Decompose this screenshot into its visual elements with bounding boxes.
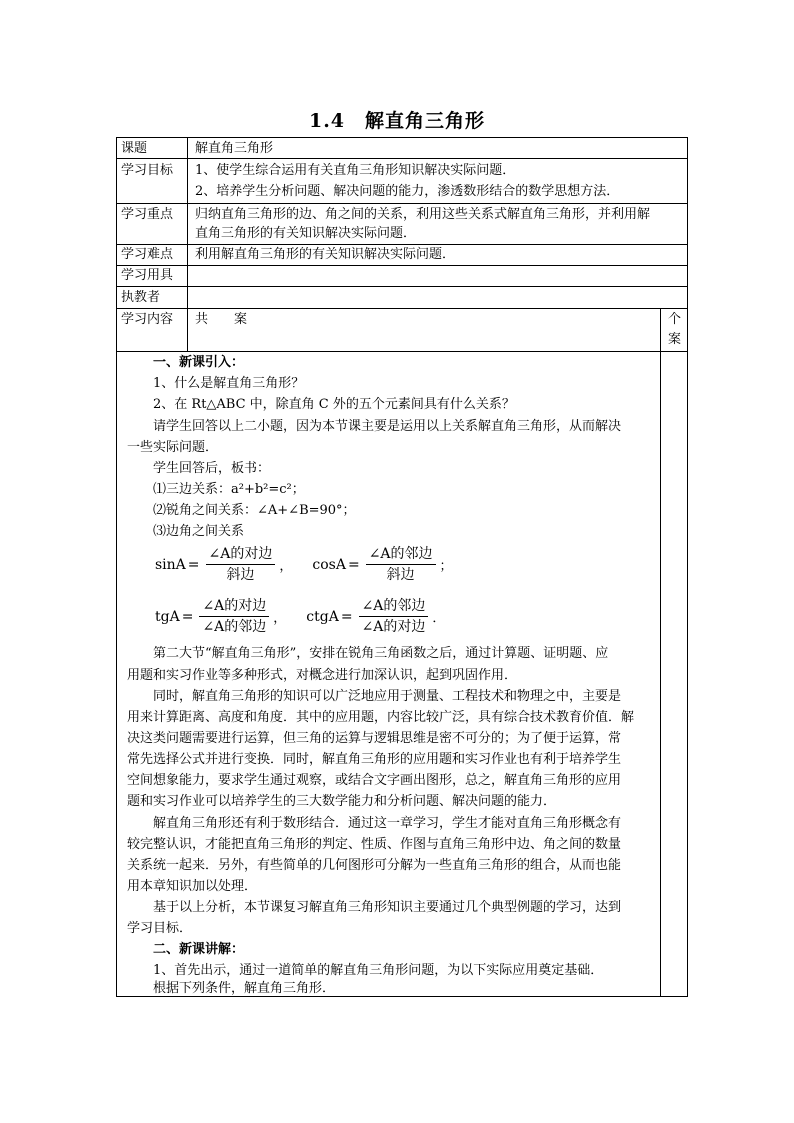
punctuation: ， xyxy=(279,559,293,574)
common-plan-label: 共 案 xyxy=(195,312,248,327)
denominator: ∠A的对边 xyxy=(361,619,426,635)
difficulty-label: 学习难点 xyxy=(121,247,174,262)
numerator: ∠A的对边 xyxy=(199,596,269,617)
ctg-label: ctgA xyxy=(306,608,339,625)
paragraph-line: 请学生回答以上二小题，因为本节课主要是运用以上关系解直角三角形，从而解决 xyxy=(153,419,622,434)
tools-label: 学习用具 xyxy=(121,268,174,283)
denominator: 斜边 xyxy=(386,567,415,583)
denominator: ∠A的邻边 xyxy=(202,619,267,635)
focus-label: 学习重点 xyxy=(121,207,174,222)
fraction xyxy=(199,596,269,637)
personal-plan-label: 案 xyxy=(668,332,682,347)
personal-plan-label: 个 xyxy=(668,312,682,327)
paragraph-line: 根据下列条件，解直角三角形． xyxy=(153,981,336,996)
formula-row-tg-ctg xyxy=(155,596,445,637)
tg-label: tgA xyxy=(155,608,180,625)
goals-label: 学习目标 xyxy=(121,163,174,178)
paragraph-line: 较完整认识，才能把直角三角形的判定、性质、作图与直角三角形中边、角之间的数量 xyxy=(127,837,622,852)
numerator: ∠A的对边 xyxy=(206,544,276,565)
section-heading: 二、新课讲解： xyxy=(153,942,245,957)
page-title: 1.4 解直角三角形 xyxy=(308,110,486,132)
relation-item: ⑶边角之间关系 xyxy=(153,524,245,539)
paragraph-line: 题和实习作业可以培养学生的三大数学能力和分析问题、解决问题的能力． xyxy=(127,794,557,809)
paragraph-line: 空间想象能力，要求学生通过观察，或结合文字画出图形，总之，解直角三角形的应用 xyxy=(127,773,622,788)
topic-value: 解直角三角形 xyxy=(195,141,274,156)
focus-text: 归纳直角三角形的边、角之间的关系，利用这些关系式解直角三角形，并利用解 xyxy=(195,207,651,222)
goal-item: 1、使学生综合运用有关直角三角形知识解决实际问题． xyxy=(195,163,516,178)
fraction xyxy=(206,544,276,585)
punctuation: ． xyxy=(432,611,446,626)
cos-label: cosA xyxy=(312,556,346,573)
content-label: 学习内容 xyxy=(121,312,174,327)
paragraph-line: 用本章知识加以处理． xyxy=(127,879,258,894)
section-heading: 一、新课引入： xyxy=(153,355,245,370)
paragraph-line: 同时，解直角三角形的知识可以广泛地应用于测量、工程技术和物理之中，主要是 xyxy=(153,689,622,704)
formula-row-sin-cos xyxy=(155,544,453,585)
paragraph-line: 基于以上分析，本节课复习解直角三角形知识主要通过几个典型例题的学习，达到 xyxy=(153,900,622,915)
paragraph-line: 解直角三角形还有利于数形结合．通过这一章学习，学生才能对直角三角形概念有 xyxy=(153,816,622,831)
numerator: ∠A的邻边 xyxy=(366,544,436,565)
paragraph-line: 学习目标． xyxy=(127,921,193,936)
paragraph-line: 1、首先出示，通过一道简单的解直角三角形问题，为以下实际应用奠定基础． xyxy=(153,963,604,978)
paragraph-line: 常先选择公式并进行变换．同时，解直角三角形的应用题和实习作业也有利于培养学生 xyxy=(127,752,622,767)
paragraph-line: 学生回答后，板书： xyxy=(153,461,271,476)
fraction xyxy=(366,544,436,585)
teacher-label: 执教者 xyxy=(121,290,161,305)
goal-item: 2、培养学生分析问题、解决问题的能力，渗透数形结合的数学思想方法． xyxy=(195,184,620,199)
equals-sign: = xyxy=(340,608,353,625)
question: 2、在 Rt△ABC 中，除直角 C 外的五个元素间具有什么关系？ xyxy=(153,397,515,412)
paragraph-line: 一些实际问题． xyxy=(127,440,219,455)
equals-sign: = xyxy=(181,608,194,625)
fraction xyxy=(359,596,429,637)
topic-label: 课题 xyxy=(121,141,148,156)
difficulty-text: 利用解直角三角形的有关知识解决实际问题． xyxy=(195,247,456,262)
paragraph-line: 关系统一起来．另外，有些简单的几何图形可分解为一些直角三角形的组合，从而也能 xyxy=(127,858,622,873)
numerator: ∠A的邻边 xyxy=(359,596,429,617)
paragraph-line: 用来计算距离、高度和角度．其中的应用题，内容比较广泛，具有综合技术教育价值．解 xyxy=(127,710,635,725)
question: 1、什么是解直角三角形？ xyxy=(153,376,305,391)
sin-label: sinA xyxy=(155,556,186,573)
equals-sign: = xyxy=(187,556,200,573)
paragraph-line: 第二大节“解直角三角形”，安排在锐角三角函数之后，通过计算题、证明题、应 xyxy=(153,646,609,661)
lesson-plan-table xyxy=(116,137,688,997)
equals-sign: = xyxy=(347,556,360,573)
punctuation: ； xyxy=(439,559,453,574)
relation-item: ⑵锐角之间关系：∠A+∠B=90°； xyxy=(153,503,356,518)
focus-text: 直角三角形的有关知识解决实际问题． xyxy=(195,226,417,241)
relation-item: ⑴三边关系：a²+b²=c²； xyxy=(153,482,305,497)
punctuation: ， xyxy=(273,611,287,626)
denominator: 斜边 xyxy=(226,567,255,583)
paragraph-line: 用题和实习作业等多种形式，对概念进行加深认识，起到巩固作用． xyxy=(127,668,518,683)
paragraph-line: 决这类问题需要进行运算，但三角的运算与逻辑思维是密不可分的；为了便于运算，常 xyxy=(127,731,622,746)
